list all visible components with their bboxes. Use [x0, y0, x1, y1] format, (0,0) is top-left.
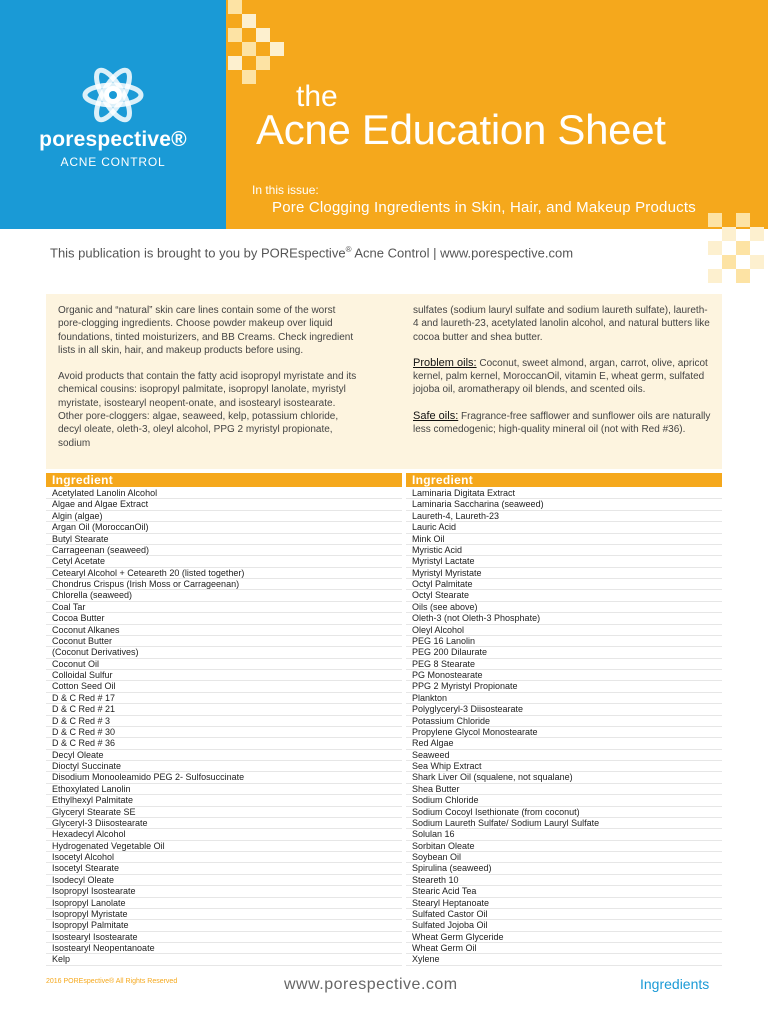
table-row: Ethoxylated Lanolin	[46, 784, 402, 795]
registered-mark: ®	[345, 245, 352, 254]
table-row: Oleth-3 (not Oleth-3 Phosphate)	[406, 613, 722, 624]
publication-line	[50, 245, 573, 260]
table-row: PEG 16 Lanolin	[406, 636, 722, 647]
problem-oils-text: Coconut, sweet almond, argan, carrot, olive, apricot kernel, palm kernel, MoroccanOil, vitamin E, wheat germ, sulfated jojoba oil, aromatherapy oil blends, and scented oils.	[413, 357, 708, 396]
page-title: Acne Education Sheet	[256, 106, 666, 153]
table-row: Stearic Acid Tea	[406, 886, 722, 897]
table-row: Sulfated Jojoba Oil	[406, 920, 722, 931]
table-row: Coconut Alkanes	[46, 625, 402, 636]
table-row: Octyl Palmitate	[406, 579, 722, 590]
table-row: Isopropyl Isostearate	[46, 886, 402, 897]
safe-oils-text: Fragrance-free safflower and sunflower oils are naturally less comedogenic; high-quality mineral oil (not with Red #36).	[413, 410, 711, 436]
table-row: Hydrogenated Vegetable Oil	[46, 841, 402, 852]
table-row: Cocoa Butter	[46, 613, 402, 624]
table-row: Plankton	[406, 693, 722, 704]
table-row: D & C Red # 3	[46, 716, 402, 727]
table-row: (Coconut Derivatives)	[46, 647, 402, 658]
brand-name: porespective®	[39, 128, 187, 151]
table-row: Oils (see above)	[406, 602, 722, 613]
table-row: Isocetyl Stearate	[46, 863, 402, 874]
table-header-left: Ingredient	[46, 473, 402, 487]
intro-column-left	[58, 304, 358, 463]
table-row: Shark Liver Oil (squalene, not squalane)	[406, 772, 722, 783]
table-row: Laureth-4, Laureth-23	[406, 511, 722, 522]
brand-subtitle: ACNE CONTROL	[60, 155, 166, 169]
table-row: Myristyl Myristate	[406, 568, 722, 579]
problem-oils-label: Problem oils:	[413, 356, 477, 369]
table-row: Coconut Oil	[46, 659, 402, 670]
table-row: Isostearyl Isostearate	[46, 932, 402, 943]
table-row: Coconut Butter	[46, 636, 402, 647]
table-row: Isocetyl Alcohol	[46, 852, 402, 863]
table-row: Coal Tar	[46, 602, 402, 613]
table-row: Potassium Chloride	[406, 716, 722, 727]
table-row: Myristic Acid	[406, 545, 722, 556]
intro-paragraph: sulfates (sodium lauryl sulfate and sodium laureth sulfate), laureth-4 and laureth-23, acetylated lanolin alcohol, and natural butters like cocoa butter and shea butter.	[413, 305, 710, 343]
table-row: Lauric Acid	[406, 522, 722, 533]
ingredient-list-left	[46, 488, 402, 966]
publication-prefix: This publication is brought to you by PORE	[50, 245, 298, 261]
intro-paragraph: Organic and “natural” skin care lines contain some of the worst pore-clogging ingredients. Choose powder makeup over liquid foundations, tinted moisturizers, and BB Creams. Check ingredient lists in all skin, hair, and makeup products before using.	[58, 305, 354, 356]
table-row: Steareth 10	[406, 875, 722, 886]
publication-suffix: Acne Control | www.porespective.com	[351, 245, 574, 261]
table-row: Soybean Oil	[406, 852, 722, 863]
table-row: Acetylated Lanolin Alcohol	[46, 488, 402, 499]
table-row: Laminaria Digitata Extract	[406, 488, 722, 499]
table-row: Sulfated Castor Oil	[406, 909, 722, 920]
intro-column-right	[413, 304, 713, 449]
table-row: Cetyl Acetate	[46, 556, 402, 567]
table-row: Laminaria Saccharina (seaweed)	[406, 499, 722, 510]
table-row: Hexadecyl Alcohol	[46, 829, 402, 840]
table-row: PG Monostearate	[406, 670, 722, 681]
table-row: D & C Red # 17	[46, 693, 402, 704]
table-row: Kelp	[46, 954, 402, 965]
table-row: Propylene Glycol Monostearate	[406, 727, 722, 738]
table-row: Red Algae	[406, 738, 722, 749]
table-row: Stearyl Heptanoate	[406, 898, 722, 909]
table-row: Sea Whip Extract	[406, 761, 722, 772]
publication-brand: spective	[297, 245, 346, 261]
table-row: Algae and Algae Extract	[46, 499, 402, 510]
table-row: Isostearyl Neopentanoate	[46, 943, 402, 954]
footer-section-tag: Ingredients	[640, 976, 710, 992]
table-row: D & C Red # 36	[46, 738, 402, 749]
table-row: PEG 8 Stearate	[406, 659, 722, 670]
table-row: Wheat Germ Oil	[406, 943, 722, 954]
table-row: Xylene	[406, 954, 722, 965]
issue-topic: Pore Clogging Ingredients in Skin, Hair, and Makeup Products	[272, 199, 696, 216]
table-row: Disodium Monooleamido PEG 2- Sulfosuccinate	[46, 772, 402, 783]
table-row: Cotton Seed Oil	[46, 681, 402, 692]
table-row: Chondrus Crispus (Irish Moss or Carrageenan)	[46, 579, 402, 590]
table-row: Isopropyl Palmitate	[46, 920, 402, 931]
table-row: Glyceryl-3 Diisostearate	[46, 818, 402, 829]
table-row: Sodium Cocoyl Isethionate (from coconut)	[406, 807, 722, 818]
table-row: Isodecyl Oleate	[46, 875, 402, 886]
table-header-right: Ingredient	[406, 473, 722, 487]
table-row: Colloidal Sulfur	[46, 670, 402, 681]
table-row: PEG 200 Dilaurate	[406, 647, 722, 658]
table-row: Oleyl Alcohol	[406, 625, 722, 636]
table-row: Wheat Germ Glyceride	[406, 932, 722, 943]
table-row: Cetearyl Alcohol + Ceteareth 20 (listed together)	[46, 568, 402, 579]
ingredient-list-right	[406, 488, 722, 966]
table-row: Polyglyceryl-3 Diisostearate	[406, 704, 722, 715]
title-prefix: the	[296, 80, 338, 113]
table-row: Octyl Stearate	[406, 590, 722, 601]
table-row: Sodium Laureth Sulfate/ Sodium Lauryl Sulfate	[406, 818, 722, 829]
table-row: D & C Red # 21	[46, 704, 402, 715]
footer-copyright: 2016 POREspective® All Rights Reserved	[46, 978, 178, 985]
table-row: Dioctyl Succinate	[46, 761, 402, 772]
table-row: Carrageenan (seaweed)	[46, 545, 402, 556]
atom-logo-icon	[80, 62, 146, 128]
table-row: PPG 2 Myristyl Propionate	[406, 681, 722, 692]
intro-paragraph: Avoid products that contain the fatty acid isopropyl myristate and its chemical cousins: isopropyl palmitate, isopropyl lanolate, myristyl myristate, isostearyl neopent-onate, and isostearyl isostearate. Other pore-cloggers: algae, seaweed, kelp, potassium chloride, decyl oleate, oleth-3, oleyl alcohol, PPG 2 myristyl propionate, sodium	[58, 371, 357, 449]
table-row: Myristyl Lactate	[406, 556, 722, 567]
table-row: Spirulina (seaweed)	[406, 863, 722, 874]
table-row: Sodium Chloride	[406, 795, 722, 806]
table-row: Isopropyl Lanolate	[46, 898, 402, 909]
safe-oils-paragraph	[413, 410, 713, 437]
table-row: Ethylhexyl Palmitate	[46, 795, 402, 806]
issue-label: In this issue:	[252, 183, 319, 197]
footer-url[interactable]: www.porespective.com	[284, 976, 458, 993]
table-row: Shea Butter	[406, 784, 722, 795]
safe-oils-label: Safe oils:	[413, 409, 459, 422]
table-row: Sorbitan Oleate	[406, 841, 722, 852]
table-row: Isopropyl Myristate	[46, 909, 402, 920]
table-row: Argan Oil (MoroccanOil)	[46, 522, 402, 533]
table-row: Glyceryl Stearate SE	[46, 807, 402, 818]
problem-oils-paragraph	[413, 357, 713, 397]
table-row: Algin (algae)	[46, 511, 402, 522]
table-row: Mink Oil	[406, 534, 722, 545]
table-row: D & C Red # 30	[46, 727, 402, 738]
table-row: Butyl Stearate	[46, 534, 402, 545]
table-row: Solulan 16	[406, 829, 722, 840]
table-row: Chlorella (seaweed)	[46, 590, 402, 601]
table-row: Decyl Oleate	[46, 750, 402, 761]
table-row: Seaweed	[406, 750, 722, 761]
